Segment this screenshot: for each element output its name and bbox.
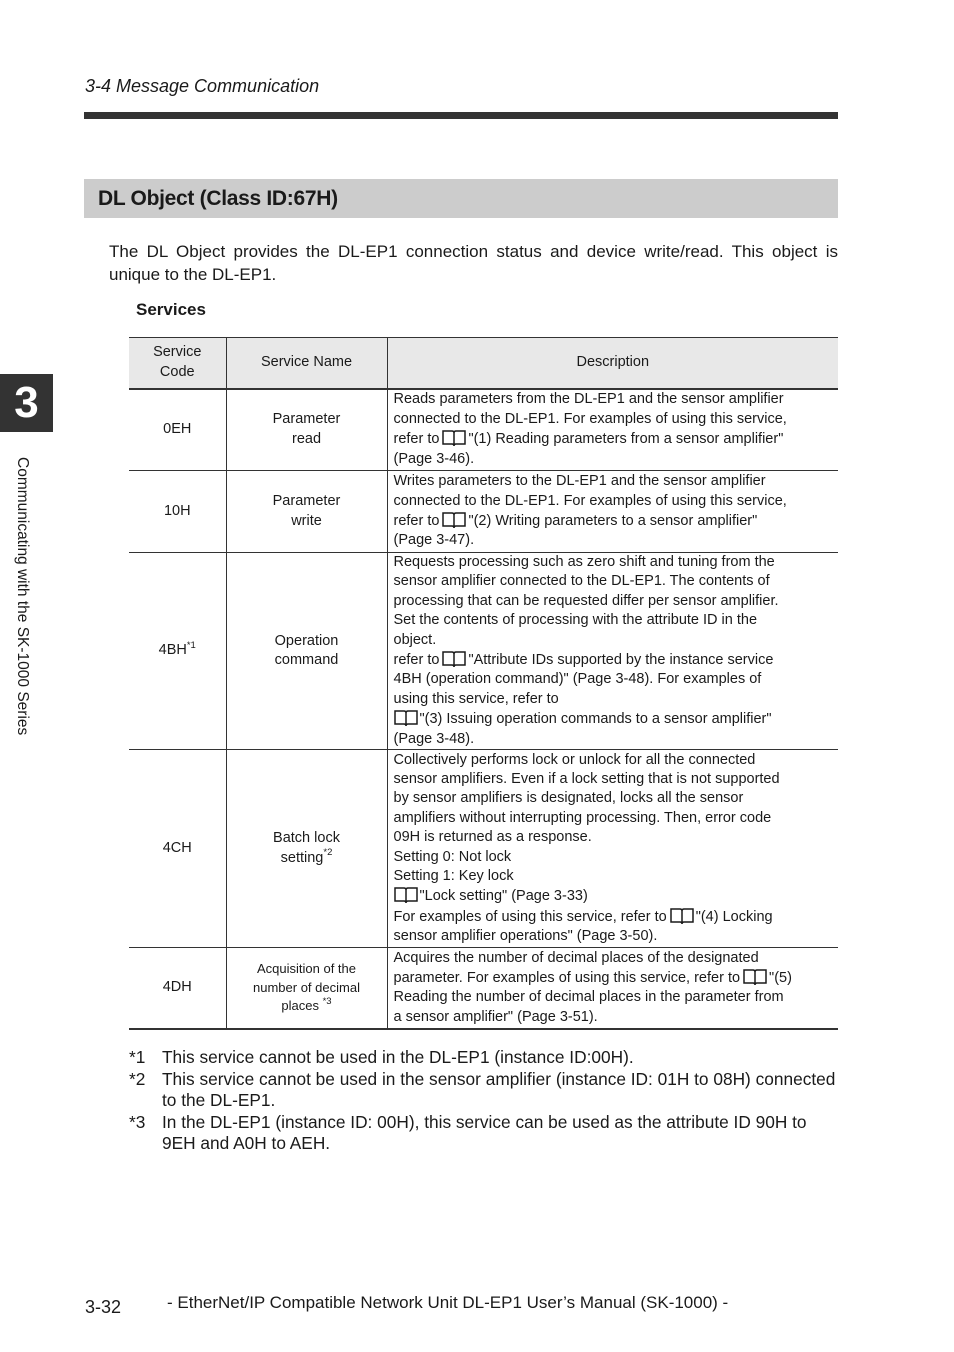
service-description: Reads parameters from the DL-EP1 and the sensor amplifier connected to the DL-EP1. For examples of using this service, refer to "(1) Reading parameters from a sensor amplifier" (Page 3-46). xyxy=(387,389,838,471)
service-description: Requests processing such as zero shift and tuning from the sensor amplifier connected to the DL-EP1. The contents of processing that can be requested differ per sensor amplifier. Set the contents of processing with the attribute ID in the object. refer to "Attribute IDs supported by the instance service 4BH (operation command)" (Page 3-48). For examples of using this service, refer to "(3) Issuing operation commands to a sensor amplifier" (Page 3-48). xyxy=(387,553,838,750)
table-row xyxy=(129,948,838,1029)
service-code: 4BH$^{*1}$ xyxy=(129,553,226,750)
footnote-ref: *1 xyxy=(186,639,196,651)
table-row xyxy=(129,389,838,471)
service-code: 4CH xyxy=(129,750,226,948)
page-number: 3-32 xyxy=(85,1297,122,1317)
book-icon xyxy=(442,650,466,668)
services-heading: Services xyxy=(136,300,206,319)
section-bar xyxy=(84,179,838,218)
table-header-row xyxy=(129,338,838,389)
service-description: Acquires the number of decimal places of the designated parameter. For examples of using this service, refer to "(5) Reading the number of decimal places in the parameter from a sensor amplifier" (Page 3-51). xyxy=(387,948,838,1029)
service-name: Parameter write xyxy=(226,471,387,553)
book-icon xyxy=(442,511,466,529)
footnotes xyxy=(129,1047,839,1155)
header-description: Description xyxy=(387,338,838,389)
book-icon xyxy=(442,429,466,447)
section-title: DL Object (Class ID:67H) xyxy=(98,186,338,210)
header-service-name: Service Name xyxy=(226,338,387,389)
service-name: Batch lock setting$^{*2}$ xyxy=(226,750,387,948)
service-code: 4DH xyxy=(129,948,226,1029)
services-table xyxy=(129,337,838,1030)
header-service-code: Service Code xyxy=(129,338,226,389)
service-name: Operation command xyxy=(226,553,387,750)
service-description: Writes parameters to the DL-EP1 and the sensor amplifier connected to the DL-EP1. For examples of using this service, refer to "(2) Writing parameters to a sensor amplifier" (Page 3-47). xyxy=(387,471,838,553)
header-rule xyxy=(84,112,838,119)
footnote-ref: *3 xyxy=(322,995,332,1007)
footnote: *2 This service cannot be used in the sensor amplifier (instance ID: 01H to 08H) connected to the DL-EP1. xyxy=(129,1068,836,1110)
footnote: *1 This service cannot be used in the DL-EP1 (instance ID:00H). xyxy=(129,1047,634,1067)
book-icon xyxy=(743,968,767,986)
running-head: 3-4 Message Communication xyxy=(85,76,320,96)
service-description: Collectively performs lock or unlock for all the connected sensor amplifiers. Even if a lock setting that is not supported by sensor amplifiers is designated, locks all the sensor amplifiers without interrupting processing. Then, error code 09H is returned as a response. Setting 0: Not lock Setting 1: Key lock "Lock setting" (Page 3-33) For examples of using this service, refer to "(4) Locking sensor amplifier operations" (Page 3-50). xyxy=(387,750,838,948)
table-row xyxy=(129,471,838,553)
footer-title: - EtherNet/IP Compatible Network Unit DL-EP1 User’s Manual (SK-1000) - xyxy=(167,1293,729,1312)
service-code: 10H xyxy=(129,471,226,553)
service-name: Parameter read xyxy=(226,389,387,471)
service-name: Acquisition of the number of decimal places $^{*3}$ xyxy=(226,948,387,1029)
chapter-side-label: Communicating with the SK-1000 Series xyxy=(14,457,31,736)
footnote: *3 In the DL-EP1 (instance ID: 00H), this service can be used as the attribute ID 90H to 9EH and A0H to AEH. xyxy=(129,1111,807,1153)
book-icon xyxy=(394,709,418,727)
footnote-ref: *2 xyxy=(323,846,333,858)
service-code: 0EH xyxy=(129,389,226,471)
book-icon xyxy=(394,886,418,904)
intro-paragraph: The DL Object provides the DL-EP1 connection status and device write/read. This object is unique to the DL-EP1. xyxy=(109,242,838,284)
table-row xyxy=(129,750,838,948)
chapter-tab: 3 xyxy=(0,374,53,432)
table-row xyxy=(129,553,838,750)
book-icon xyxy=(670,907,694,925)
